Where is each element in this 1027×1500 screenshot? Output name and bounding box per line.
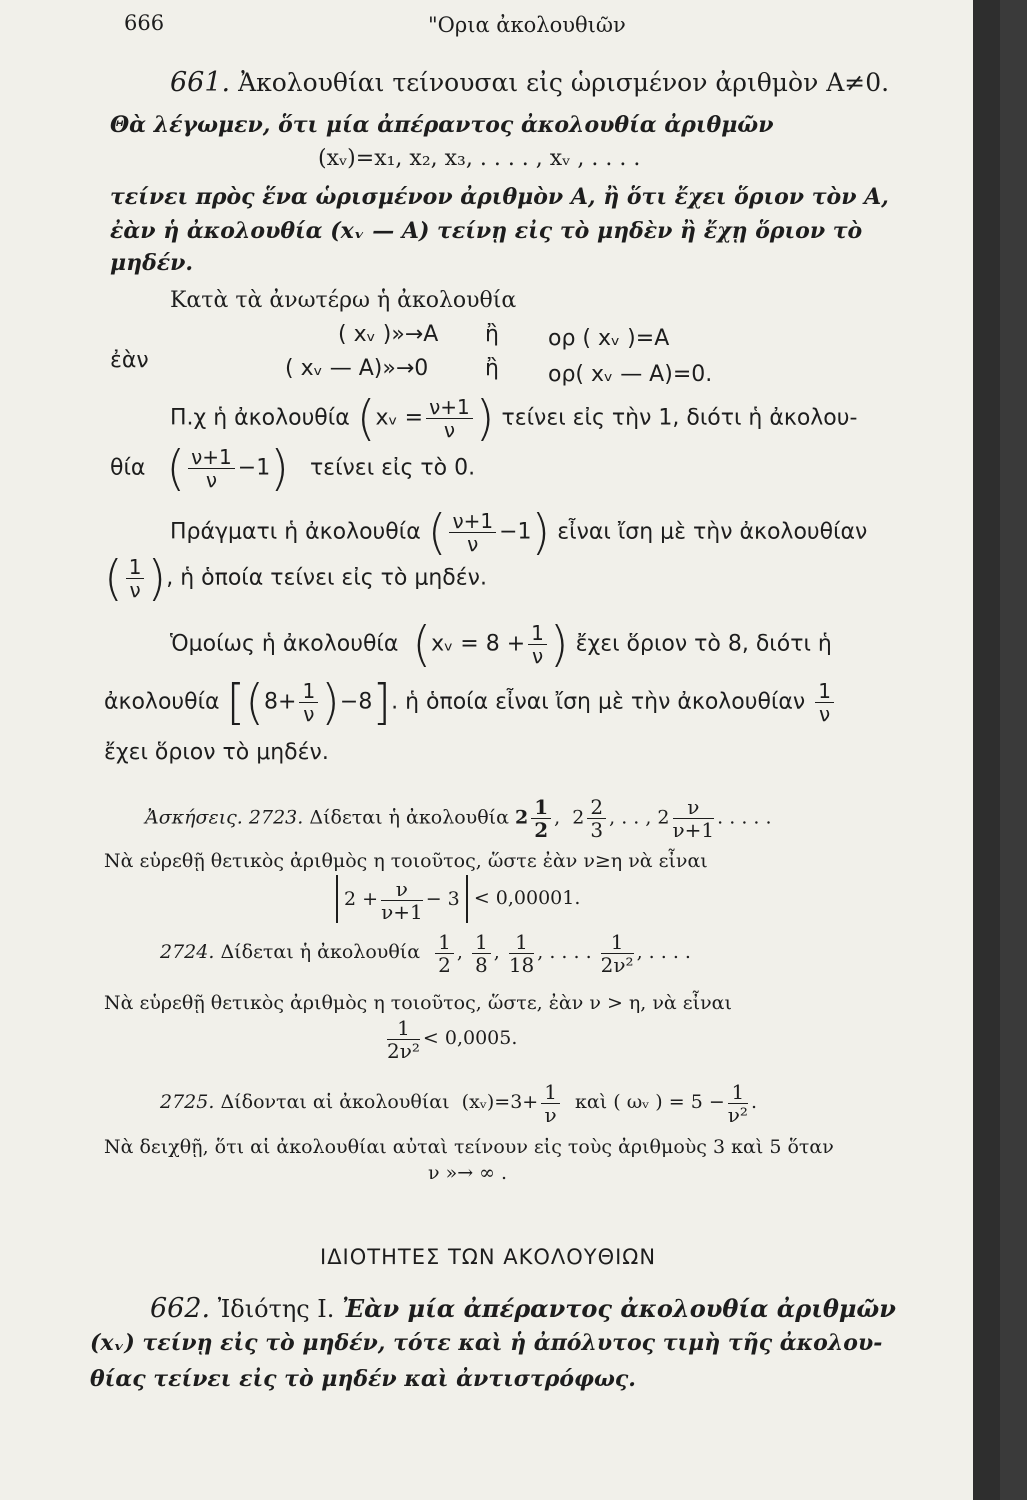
text-line: (xᵥ) τείνῃ εἰς τὸ μηδέν, τότε καὶ ἡ ἀπόλυτος τιμὴ τῆς ἀκολου- xyxy=(90,1330,883,1356)
exercise-number: 2723. xyxy=(248,806,304,829)
running-title: "Ορια ἀκολουθιῶν xyxy=(428,13,626,37)
exercise-2725: 2725. Δίδονται αἱ ἀκολουθίαι (xᵥ)=3+ $\frac{1}{\nu}$ καὶ ( ωᵥ ) = 5 − $\frac{1}{\text{ν²}}$ . xyxy=(160,1079,757,1127)
formula: ( xᵥ )»→A xyxy=(338,322,439,347)
text-line: Θὰ λέγωμεν, ὅτι μία ἀπέραντος ἀκολουθία ἀριθμῶν xyxy=(110,112,774,138)
formula: ( xᵥ — A)»→0 xyxy=(285,356,429,381)
exercise-2723: Ἀσκήσεις. 2723. Δίδεται ἡ ἀκολουθία 2 $\frac{1}{2}$ , 2 $\frac{2}{3}$ , . . , 2 $\frac{\nu}{\nu+1}$ . . . . . xyxy=(145,795,772,842)
inequality: 2 + $\frac{\nu}{\nu+1}$ − 3 < 0,00001. xyxy=(336,874,580,923)
text-ean: ἐὰν xyxy=(110,348,149,373)
section-number: 661. xyxy=(170,67,231,98)
text-line: Κατὰ τὰ ἀνωτέρω ἡ ἀκολουθία xyxy=(170,288,517,313)
property-title: Ἰδιότης I. xyxy=(217,1295,335,1323)
text-line: ν »→ ∞ . xyxy=(428,1162,508,1184)
section-heading: ΙΔΙΟΤΗΤΕΣ ΤΩΝ ΑΚΟΛΟΥΘΙΩΝ xyxy=(320,1245,657,1269)
example-line: Π.χ ἡ ἀκολουθία (xᵥ = $\frac{\nu+1}{\nu}$ ) τείνει εἰς τὴν 1, διότι ἡ ἀκολου- xyxy=(170,390,858,447)
text-line: ἔχει ὅριον τὸ μηδέν. xyxy=(104,740,329,765)
exercises-label: Ἀσκήσεις. xyxy=(145,806,243,829)
text-line: Νὰ εὑρεθῇ θετικὸς ἀριθμὸς η τοιοῦτος, ὥστε ἐὰν ν≥η νὰ εἶναι xyxy=(104,850,708,872)
page-number: 666 xyxy=(124,11,165,35)
text-line: Νὰ δειχθῇ, ὅτι αἱ ἀκολουθίαι αὐταὶ τείνουν εἰς τοὺς ἀριθμοὺς 3 καὶ 5 ὅταν xyxy=(104,1136,834,1158)
text-line: μηδέν. xyxy=(110,250,194,276)
section-661-heading xyxy=(170,67,890,98)
formula-or: ἢ xyxy=(485,356,499,381)
sequence-definition: (xᵥ)=x₁, x₂, x₃, . . . . , xᵥ , . . . . xyxy=(318,146,641,171)
example-line: θία ( $\frac{\nu+1}{\nu}$ −1) τείνει εἰς τὸ 0. xyxy=(110,440,476,497)
formula: ορ ( xᵥ )=A xyxy=(548,326,670,351)
formula-or: ἢ xyxy=(485,322,499,347)
text-line: θίας τείνει εἰς τὸ μηδέν καὶ ἀντιστρόφως. xyxy=(90,1366,636,1392)
text-line: τείνει πρὸς ἕνα ὡρισμένον ἀριθμὸν A, ἢ ὅτι ἔχει ὅριον τὸν A, xyxy=(110,184,889,210)
section-662-heading: 662. Ἰδιότης I. Ἐὰν μία ἀπέραντος ἀκολουθία ἀριθμῶν xyxy=(150,1293,896,1324)
section-title: Ἀκολουθίαι τείνουσαι εἰς ὡρισμένον ἀριθμὸν A≠0. xyxy=(238,68,890,97)
section-number: 662. xyxy=(150,1293,211,1324)
exercise-number: 2725. xyxy=(160,1091,215,1113)
text-line: Νὰ εὑρεθῇ θετικὸς ἀριθμὸς η τοιοῦτος, ὥστε, ἐὰν ν > η, νὰ εἶναι xyxy=(104,992,732,1014)
example-line: ( $\frac{1}{\nu}$ ), ἡ ὁποία τείνει εἰς τὸ μηδέν. xyxy=(104,550,487,607)
exercise-2724: 2724. Δίδεται ἡ ἀκολουθία $\frac{1}{2}$ , $\frac{1}{8}$ , $\frac{1}{18}$ , . . . . $\frac{1}{\text{2ν²}}$ , . . . . xyxy=(160,929,691,977)
page-edge-shadow xyxy=(973,0,1000,1500)
exercise-number: 2724. xyxy=(160,941,215,963)
formula: ορ( xᵥ — A)=0. xyxy=(548,362,713,387)
fraction: $\frac{\nu+1}{\nu}$ xyxy=(426,396,473,441)
example-line: Πράγματι ἡ ἀκολουθία ( $\frac{\nu+1}{\nu}$ −1) εἶναι ἴση μὲ τὴν ἀκολουθίαν xyxy=(170,504,868,561)
inequality: $\frac{1}{\text{2ν²}}$ < 0,0005. xyxy=(387,1015,518,1063)
example-line: ἀκολουθία [(8+ $\frac{1}{\nu}$ )−8]. ἡ ὁποία εἶναι ἴση μὲ τὴν ἀκολουθίαν $\frac{1}{\nu}$ xyxy=(104,680,837,725)
example-line: Ὁμοίως ἡ ἀκολουθία (xᵥ = 8 + $\frac{1}{\nu}$ ) ἔχει ὅριον τὸ 8, διότι ἡ xyxy=(170,616,832,673)
text-line: ἐὰν ἡ ἀκολουθία (xᵥ — A) τείνῃ εἰς τὸ μηδὲν ἢ ἔχῃ ὅριον τὸ xyxy=(110,218,863,244)
